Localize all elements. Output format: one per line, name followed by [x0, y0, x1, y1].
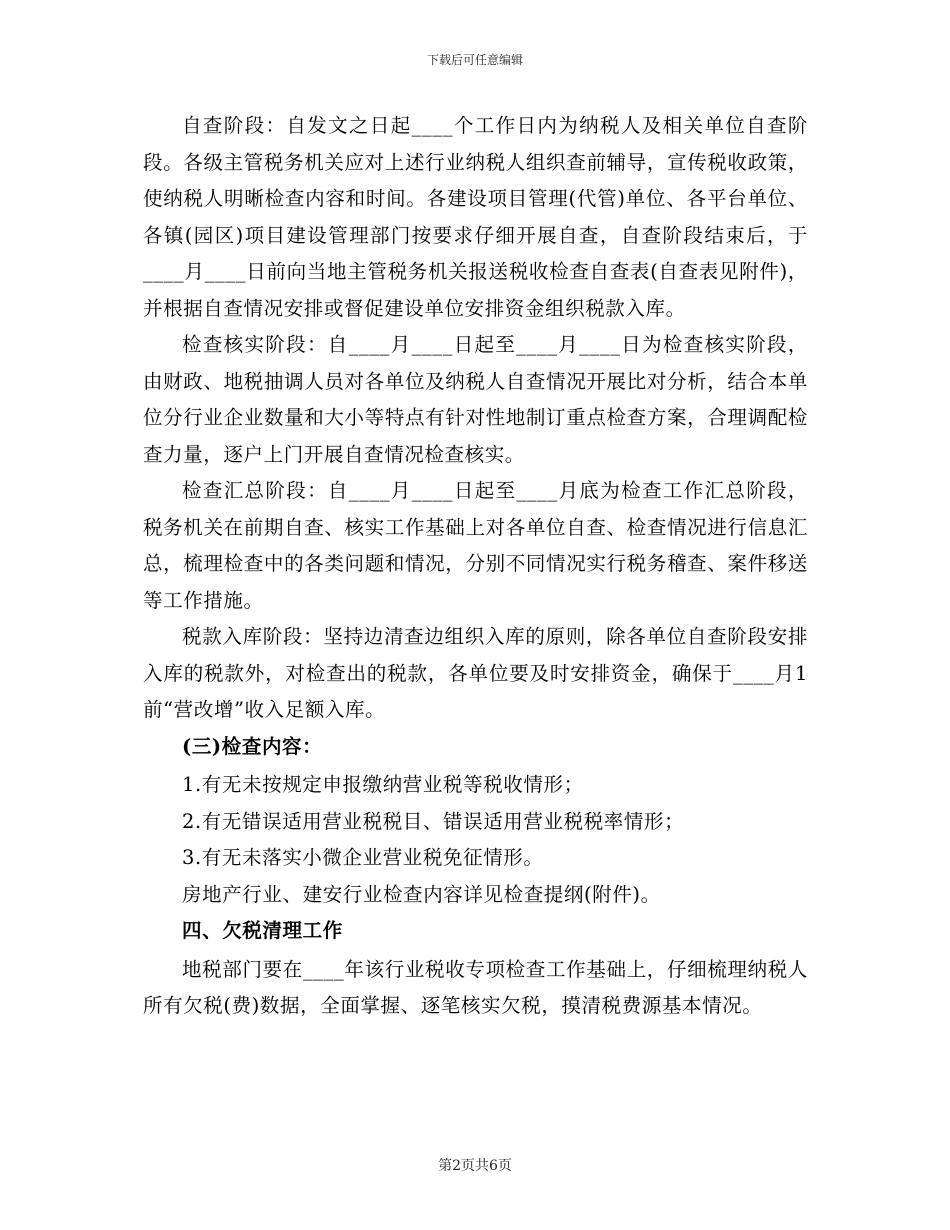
section-heading-tax-arrears: 四、欠税清理工作 [182, 919, 343, 942]
page-number: 第2页共6页 [438, 1158, 512, 1174]
document-body [143, 108, 808, 1025]
list-item-1: 1.有无未按规定申报缴纳营业税等税收情形； [182, 773, 584, 796]
list-item-3: 3.有无未落实小微企业营业税免征情形。 [182, 846, 544, 869]
paragraph-outline-reference: 房地产行业、建安行业检查内容详见检查提纲(附件)。 [182, 882, 661, 906]
paragraph-tax-arrears: 地税部门要在____年该行业税收专项检查工作基础上，仔细梳理纳税人所有欠税(费)数据，全面掌握、逐笔核实欠税，摸清税费源基本情况。 [143, 957, 808, 1017]
paragraph-summary-stage: 检查汇总阶段：自____月____日起至____月底为检查工作汇总阶段，税务机关在前期自查、核实工作基础上对各单位自查、检查情况进行信息汇总，梳理检查中的各类问题和情况，分别不同情况实行税务稽查、案件移送等工作措施。 [143, 479, 808, 612]
paragraph-tax-collection-stage: 税款入库阶段：坚持边清查边组织入库的原则，除各单位自查阶段安排入库的税款外，对检查出的税款，各单位要及时安排资金，确保于____月1前“营改增”收入足额入库。 [143, 625, 808, 721]
list-item-2: 2.有无错误适用营业税税目、错误适用营业税税率情形； [182, 809, 685, 833]
paragraph-self-check-stage: 自查阶段：自发文之日起____个工作日内为纳税人及相关单位自查阶段。各级主管税务机关应对上述行业纳税人组织查前辅导，宣传税收政策，使纳税人明晰检查内容和时间。各建设项目管理(代管)单位、各平台单位、各镇(园区)项目建设管理部门按要求仔细开展自查，自查阶段结束后，于____月____日前向当地主管税务机关报送税收检查自查表(自查表见附件)，并根据自查情况安排或督促建设单位安排资金组织税款入库。 [143, 114, 808, 320]
page-header: 下载后可任意编辑 [426, 53, 523, 67]
section-heading-inspection-content: (三)检查内容： [182, 734, 323, 758]
paragraph-verification-stage: 检查核实阶段：自____月____日起至____月____日为检查核实阶段，由财政、地税抽调人员对各单位及纳税人自查情况开展比对分析，结合本单位分行业企业数量和大小等特点有针对性地制订重点检查方案，合理调配检查力量，逐户上门开展自查情况检查核实。 [143, 333, 808, 466]
